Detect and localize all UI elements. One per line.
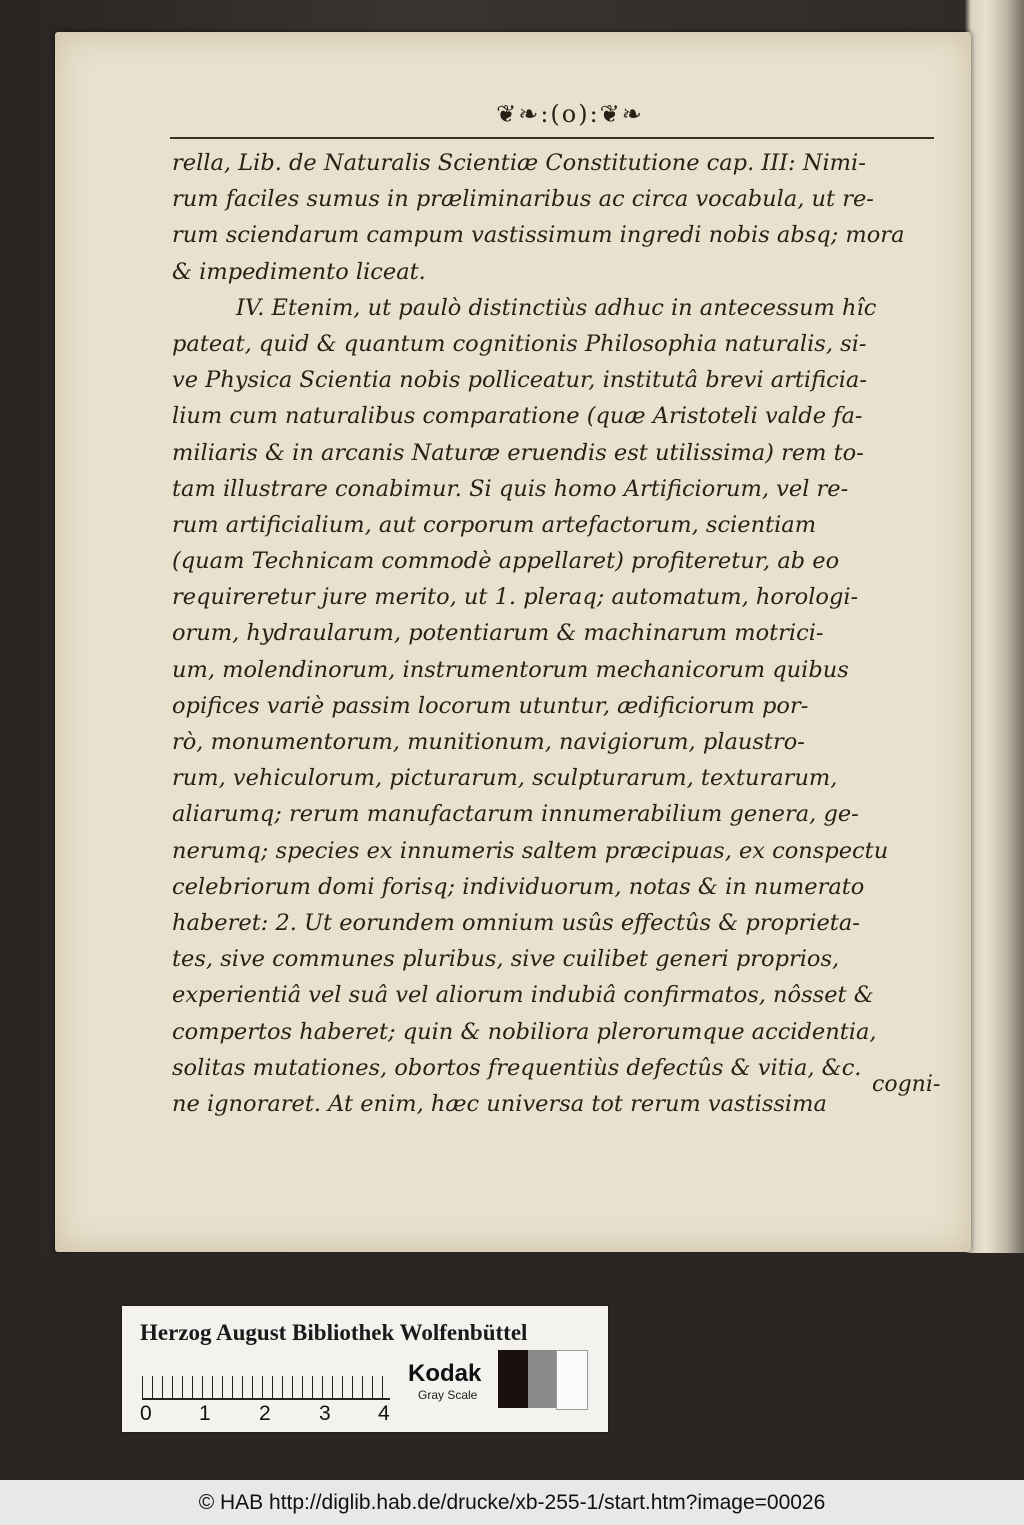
gray-swatch-black <box>498 1350 528 1408</box>
text-line: rò, monumentorum, munitionum, navigiorum, plaustro- <box>172 729 805 755</box>
text-line: rum, vehiculorum, picturarum, sculpturarum, texturarum, <box>172 765 838 792</box>
text-line: (quam Technicam commodè appellaret) profiteretur, ab eo <box>172 548 840 575</box>
text-line: rum sciendarum campum vastissimum ingredi nobis absq; mora <box>172 222 905 249</box>
text-line: solitas mutationes, obortos frequentiùs defectûs & vitia, &c. <box>172 1054 862 1081</box>
header-rule <box>170 137 934 139</box>
page-header-ornament: ❦❧:(o):❦❧ <box>496 100 644 128</box>
copyright-footer: © HAB http://diglib.hab.de/drucke/xb-255-1/start.htm?image=00026 <box>0 1480 1024 1525</box>
text-line: rum artificialium, aut corporum artefactorum, scientiam <box>172 511 817 538</box>
catchword: cogni- <box>872 1072 941 1097</box>
ruler-number: 0 <box>140 1402 152 1425</box>
text-line: opifices variè passim locorum utuntur, ædificiorum por- <box>172 692 809 719</box>
text-line: & impedimento liceat. <box>172 258 426 285</box>
text-line: nerumq; species ex innumeris saltem præcipuas, ex conspectu <box>172 837 889 864</box>
text-line: experientiâ vel suâ vel aliorum indubiâ confirmatos, nôsset & <box>172 982 874 1009</box>
ruler-number: 2 <box>259 1402 271 1425</box>
page-body-text <box>172 145 942 1122</box>
ruler-number: 1 <box>199 1402 211 1425</box>
text-line: rum faciles sumus in præliminaribus ac circa vocabula, ut re- <box>172 186 874 213</box>
text-line: compertos haberet; quin & nobiliora plerorumque accidentia, <box>172 1018 877 1045</box>
text-line: lium cum naturalibus comparatione (quæ Aristoteli valde fa- <box>172 403 863 430</box>
text-line: pateat, quid & quantum cognitionis Philosophia naturalis, si- <box>172 330 867 357</box>
text-line: aliarumq; rerum manufactarum innumerabilium genera, ge- <box>172 801 859 828</box>
text-line: miliaris & in arcanis Naturæ eruendis est utilissima) rem to- <box>172 439 864 466</box>
ruler-mask <box>142 1362 390 1376</box>
card-title: Herzog August Bibliothek Wolfenbüttel <box>140 1320 528 1345</box>
gray-swatch-white <box>556 1350 588 1410</box>
text-line: ne ignoraret. At enim, hæc universa tot rerum vastissima <box>172 1090 827 1117</box>
text-line: um, molendinorum, instrumentorum mechanicorum quibus <box>172 656 849 683</box>
text-line: celebriorum domi forisq; individuorum, notas & in numerato <box>172 873 865 900</box>
ruler-number: 4 <box>378 1402 390 1425</box>
text-line: tes, sive communes pluribus, sive cuilibet generi proprios, <box>172 946 840 973</box>
ruler-number: 3 <box>319 1402 331 1425</box>
grayscale-label: Gray Scale <box>418 1388 478 1402</box>
text-line: requireretur jure merito, ut 1. pleraq; automatum, horologi- <box>172 584 859 611</box>
text-line: IV. Etenim, ut paulò distinctiùs adhuc in antecessum hîc <box>236 294 877 321</box>
gray-swatch-mid <box>528 1350 556 1408</box>
text-line: haberet: 2. Ut eorundem omnium usûs effectûs & proprieta- <box>172 909 860 936</box>
text-line: orum, hydraularum, potentiarum & machinarum motrici- <box>172 620 824 647</box>
text-line: tam illustrare conabimur. Si quis homo Artificiorum, vel re- <box>172 475 849 502</box>
text-line: rella, Lib. de Naturalis Scientiæ Constitutione cap. III: Nimi- <box>172 150 866 176</box>
kodak-logo: Kodak <box>408 1360 482 1387</box>
text-line: ve Physica Scientia nobis polliceatur, institutâ brevi artificia- <box>172 367 867 394</box>
